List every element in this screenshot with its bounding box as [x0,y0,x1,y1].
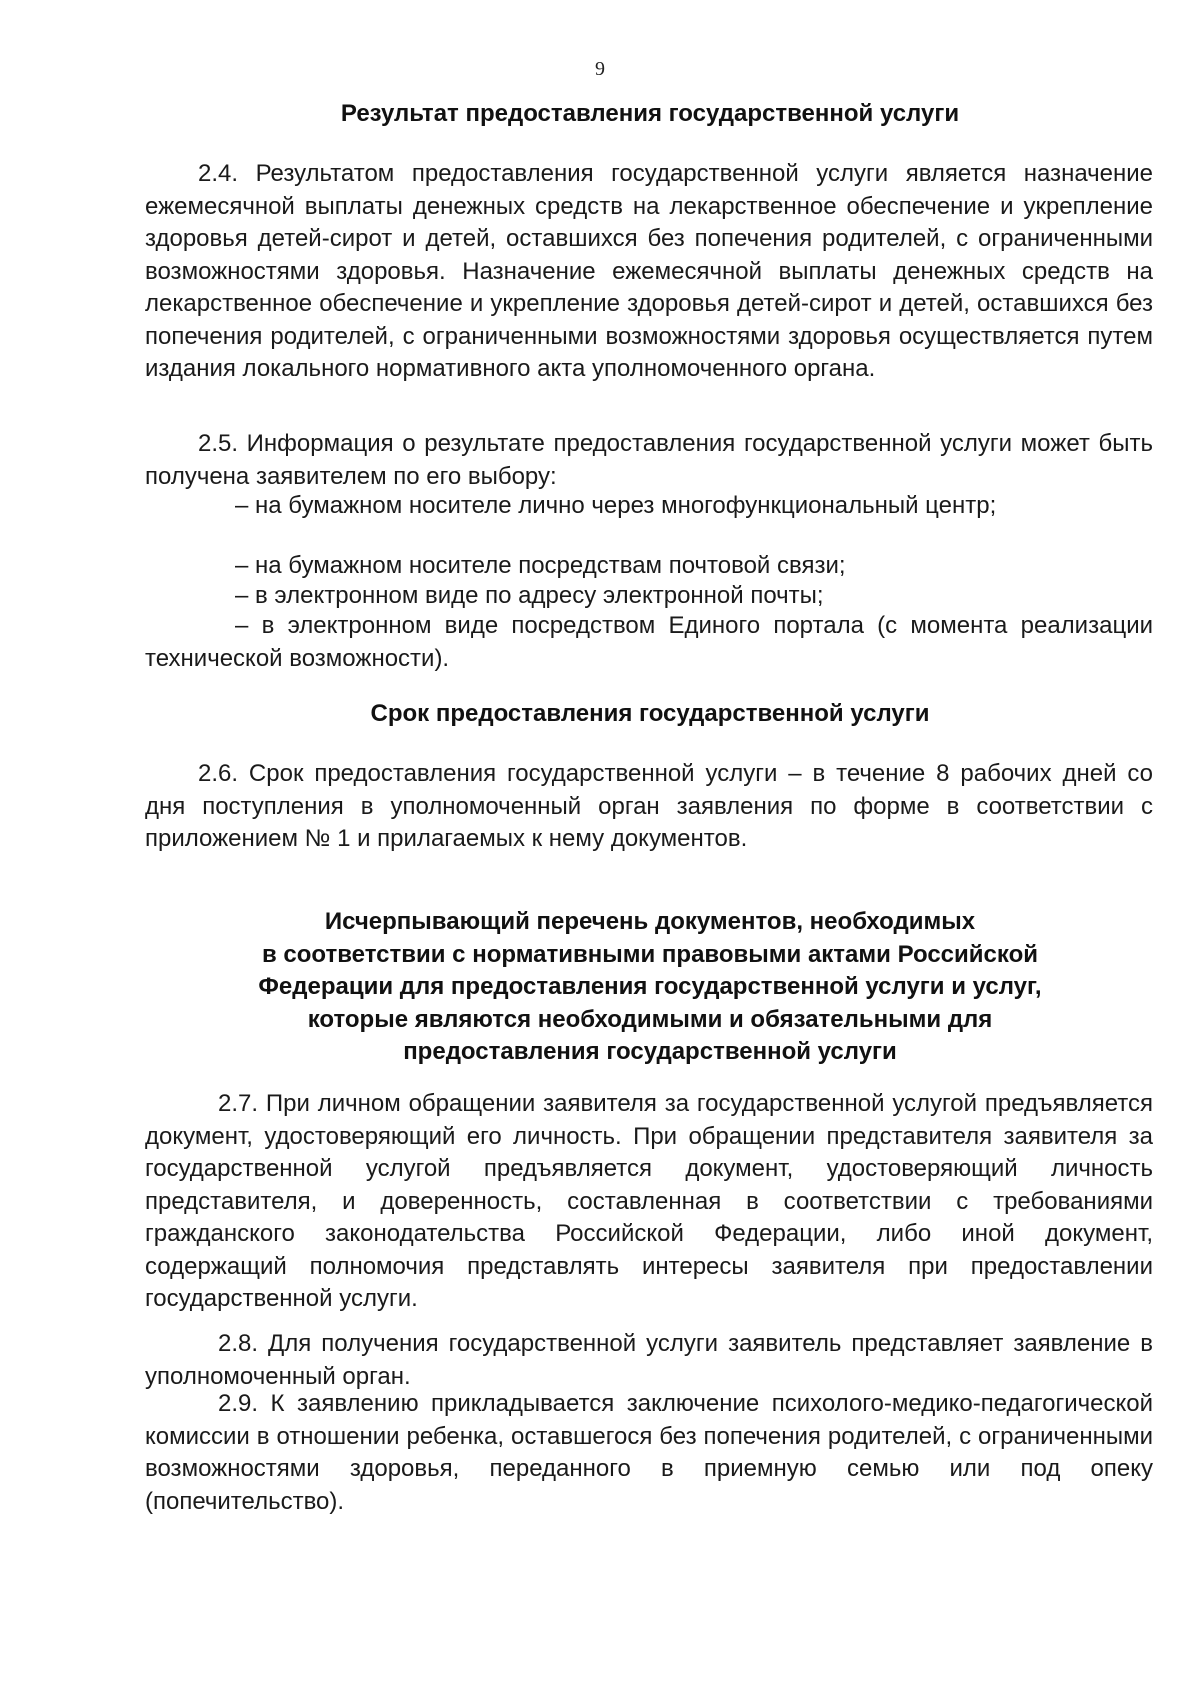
section-heading-term: Срок предоставления государственной услуги [370,700,930,727]
paragraph-2-6: 2.6. Срок предоставления государственной услуги – в течение 8 рабочих дней со дня поступления в уполномоченный орган заявления по форме в соответствии с приложением № 1 и прилагаемых к нему документов. [145,760,1153,852]
paragraph-2-8: 2.8. Для получения государственной услуги заявитель представляет заявление в уполномоченный орган. [145,1330,1153,1390]
list-item-portal: – в электронном виде посредством Единого портала (с момента реализации технической возможности). [145,612,1153,672]
paragraph-2-7: 2.7. При личном обращении заявителя за государственной услугой предъявляется документ, удостоверяющий его личность. При обращении представителя заявителя за государственной услугой предъявляется документ, удостоверяющий личность представителя, и доверенность, составленная в соответствии с требованиями гражданского законодательства Российской Федерации, либо иной документ, содержащий полномочия представлять интересы заявителя при предоставлении государственной услуги. [145,1090,1153,1312]
heading-line: которые являются необходимыми и обязательными для [307,1005,993,1033]
list-item-paper-mfc: – на бумажном носителе лично через многофункциональный центр; [235,492,997,519]
heading-line: Федерации для предоставления государственной услуги и услуг, [258,973,1042,1000]
section-heading-documents [150,906,1150,1069]
page-number: 9 [595,58,605,80]
list-item-email: – в электронном виде по адресу электронной почты; [235,582,824,609]
paragraph-2-5: 2.5. Информация о результате предоставления государственной услуги может быть получена заявителем по его выбору: [145,430,1153,490]
heading-line: в соответствии с нормативными правовыми актами Российской [262,940,1038,968]
heading-line: предоставления государственной услуги [403,1038,897,1065]
section-heading-result: Результат предоставления государственной услуги [340,100,960,127]
heading-line: Исчерпывающий перечень документов, необходимых [324,908,976,935]
paragraph-2-4: 2.4. Результатом предоставления государственной услуги является назначение ежемесячной выплаты денежных средств на лекарственное обеспечение и укрепление здоровья детей-сирот и детей, оставшихся без попечения родителей, с ограниченными возможностями здоровья. Назначение ежемесячной выплаты денежных средств на лекарственное обеспечение и укрепление здоровья детей-сирот и детей, оставшихся без попечения родителей, с ограниченными возможностями здоровья осуществляется путем издания локального нормативного акта уполномоченного органа. [145,160,1153,382]
paragraph-2-9: 2.9. К заявлению прикладывается заключение психолого-медико-педагогической комиссии в отношении ребенка, оставшегося без попечения родителей, с ограниченными возможностями здоровья, переданного в приемную семью или под опеку (попечительство). [145,1390,1153,1515]
list-item-paper-post: – на бумажном носителе посредствам почтовой связи; [235,552,846,579]
